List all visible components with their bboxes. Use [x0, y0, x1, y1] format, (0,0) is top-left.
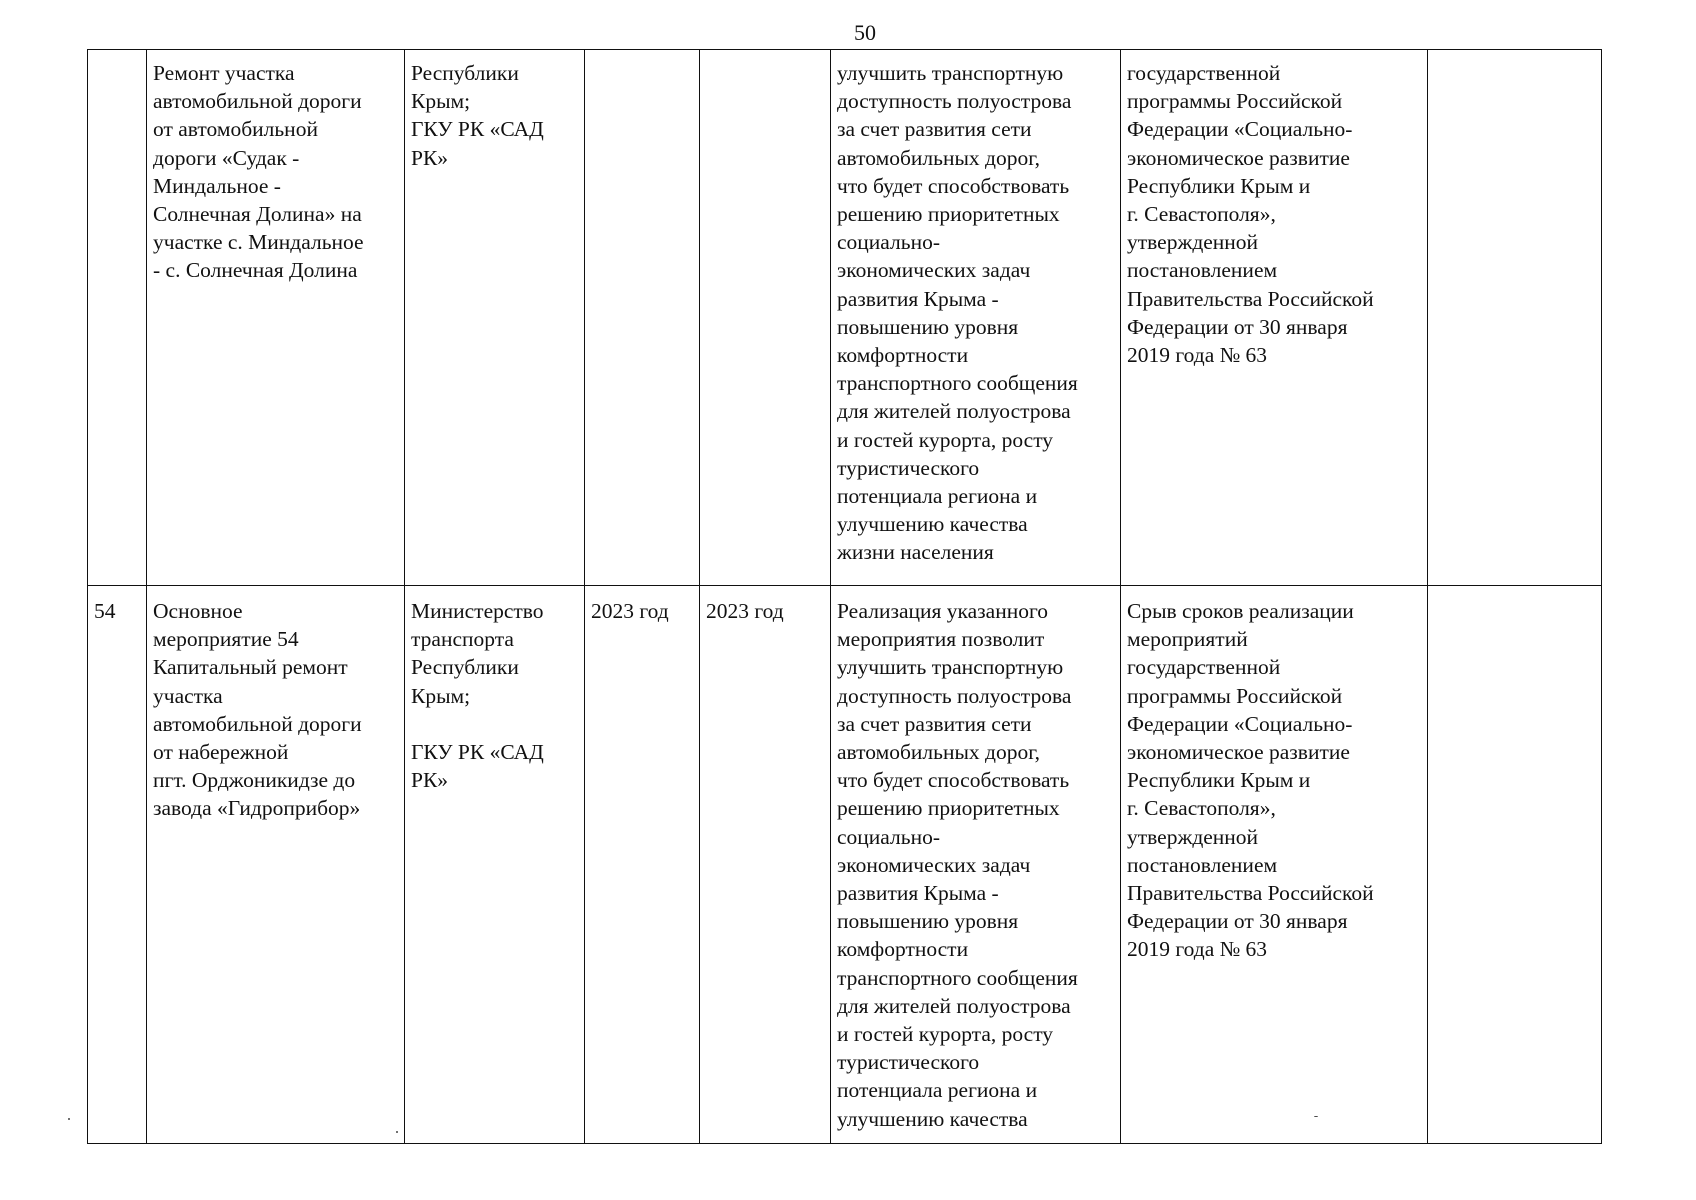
cell-measure-name: Основное мероприятие 54 Капитальный ремонт участка автомобильной дороги от набережной пгт. Орджоникидзе до завода «Гидроприбор»: [147, 586, 405, 1144]
cell-start-date: [585, 50, 700, 586]
cell-links: [1428, 50, 1602, 586]
table-row: [88, 586, 1602, 1144]
scan-speck: [396, 1131, 398, 1133]
cell-executor: Министерство транспорта Республики Крым; ГКУ РК «САД РК»: [405, 586, 585, 1144]
cell-consequences: государственной программы Российской Федерации «Социально- экономическое развитие Республики Крым и г. Севастополя», утвержденной постановлением Правительства Российской Федерации от 30 января 2019 года № 63: [1121, 50, 1428, 586]
table-row: [88, 50, 1602, 586]
scan-speck: [1314, 1116, 1318, 1117]
cell-links: [1428, 586, 1602, 1144]
program-measures-table: [87, 49, 1602, 1144]
cell-executor: Республики Крым; ГКУ РК «САД РК»: [405, 50, 585, 586]
cell-number: [88, 50, 147, 586]
cell-number: 54: [88, 586, 147, 1144]
cell-expected-result: Реализация указанного мероприятия позволит улучшить транспортную доступность полуострова за счет развития сети автомобильных дорог, что будет способствовать решению приоритетных социально- экономических задач развития Крыма - повышению уровня комфортности транспортного сообщения для жителей полуострова и гостей курорта, росту туристического потенциала региона и улучшению качества: [831, 586, 1121, 1144]
cell-start-date: 2023 год: [585, 586, 700, 1144]
cell-measure-name: Ремонт участка автомобильной дороги от автомобильной дороги «Судак - Миндальное - Солнечная Долина» на участке с. Миндальное - с. Солнечная Долина: [147, 50, 405, 586]
page-number: 50: [854, 20, 876, 45]
cell-end-date: 2023 год: [700, 586, 831, 1144]
cell-end-date: [700, 50, 831, 586]
scan-speck: [68, 1118, 70, 1120]
cell-consequences: Срыв сроков реализации мероприятий государственной программы Российской Федерации «Социально- экономическое развитие Республики Крым и г. Севастополя», утвержденной постановлением Правительства Российской Федерации от 30 января 2019 года № 63: [1121, 586, 1428, 1144]
cell-expected-result: улучшить транспортную доступность полуострова за счет развития сети автомобильных дорог, что будет способствовать решению приоритетных социально- экономических задач развития Крыма - повышению уровня комфортности транспортного сообщения для жителей полуострова и гостей курорта, росту туристического потенциала региона и улучшению качества жизни населения: [831, 50, 1121, 586]
